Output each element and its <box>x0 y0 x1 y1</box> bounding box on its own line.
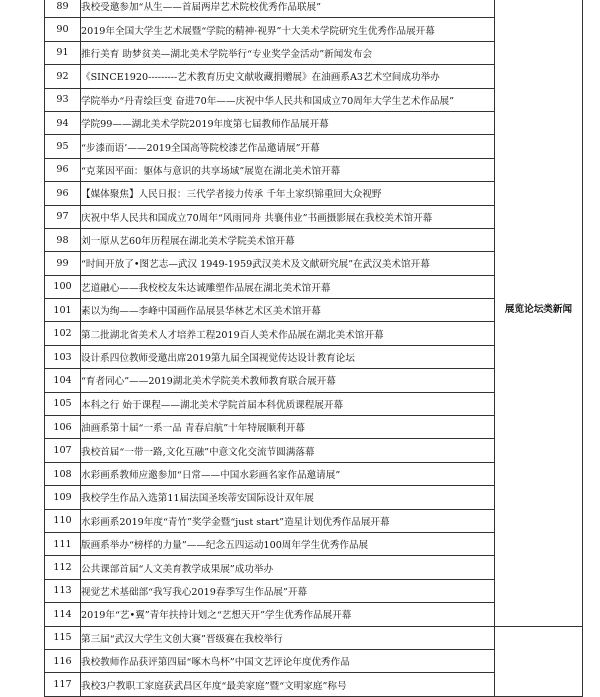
row-title: 公共课部首届“人文美育教学成果展”成功举办 <box>81 556 495 579</box>
row-number: 107 <box>45 439 81 462</box>
news-table <box>44 0 583 697</box>
row-title: 我校学生作品入选第11届法国圣埃蒂安国际设计双年展 <box>81 486 495 509</box>
category-cell-empty <box>495 626 583 696</box>
row-number: 108 <box>45 462 81 485</box>
row-title: 版画系举办“榜样的力量”——纪念五四运动100周年学生优秀作品展 <box>81 532 495 555</box>
row-number: 96 <box>45 182 81 205</box>
row-number: 113 <box>45 579 81 602</box>
news-table-body <box>45 0 583 696</box>
row-number: 112 <box>45 556 81 579</box>
table-row <box>45 0 583 18</box>
row-number: 99 <box>45 252 81 275</box>
row-title: 学院举办“丹青绘巨变 奋进70年——庆祝中华人民共和国成立70周年大学生艺术作品展” <box>81 88 495 111</box>
row-title: 2019年“艺•翼”青年扶持计划之“艺想天开”学生优秀作品展开幕 <box>81 603 495 626</box>
row-title: 油画系第十届“一系一品 青春启航”十年特展顺利开幕 <box>81 416 495 439</box>
row-number: 100 <box>45 275 81 298</box>
row-number: 96 <box>45 158 81 181</box>
row-number: 91 <box>45 41 81 64</box>
row-number: 98 <box>45 228 81 251</box>
row-number: 101 <box>45 299 81 322</box>
row-number: 115 <box>45 626 81 649</box>
row-title: 推行美育 助梦贫美—湖北美术学院举行“专业奖学金活动”新闻发布会 <box>81 41 495 64</box>
row-number: 116 <box>45 649 81 672</box>
row-title: “育者同心”——2019湖北美术学院美术教师教育联合展开幕 <box>81 369 495 392</box>
row-number: 93 <box>45 88 81 111</box>
row-number: 97 <box>45 205 81 228</box>
row-number: 114 <box>45 603 81 626</box>
category-cell: 展览论坛类新闻 <box>495 0 583 626</box>
row-title: 我校首届“一带一路,文化互融”中意文化交流节圆满落幕 <box>81 439 495 462</box>
row-title: 刘一原从艺60年历程展在湖北美术学院美术馆开幕 <box>81 228 495 251</box>
row-title: 2019年全国大学生艺术展暨“学院的精神·视界”十大美术学院研究生优秀作品展开幕 <box>81 18 495 41</box>
row-title: 本科之行 始于课程——湖北美术学院首届本科优质课程展开幕 <box>81 392 495 415</box>
row-title: 第三届“武汉大学生文创大赛”晋级赛在我校举行 <box>81 626 495 649</box>
row-number: 106 <box>45 416 81 439</box>
row-number: 104 <box>45 369 81 392</box>
row-title: 设计系四位教师受邀出席2019第九届全国视觉传达设计教育论坛 <box>81 345 495 368</box>
row-title: 学院99——湖北美术学院2019年度第七届教师作品展开幕 <box>81 111 495 134</box>
row-title: 水彩画系2019年度“青竹”奖学金暨“just start”造星计划优秀作品展开幕 <box>81 509 495 532</box>
row-title: 《SINCE1920---------艺术教育历史文献收藏捐赠展》在油画系A3艺术空间成功举办 <box>81 65 495 88</box>
row-number: 103 <box>45 345 81 368</box>
row-number: 102 <box>45 322 81 345</box>
row-number: 94 <box>45 111 81 134</box>
row-title: “步漆而语’——2019全国高等院校漆艺作品邀请展”开幕 <box>81 135 495 158</box>
row-number: 117 <box>45 673 81 696</box>
row-number: 89 <box>45 0 81 18</box>
row-number: 92 <box>45 65 81 88</box>
row-title: 我校教师作品获评第四届“啄木鸟杯”中国文艺评论年度优秀作品 <box>81 649 495 672</box>
row-title: 视觉艺术基础部“我写我心2019春季写生作品展”开幕 <box>81 579 495 602</box>
row-title: 我校3户教职工家庭获武昌区年度“最美家庭”暨“文明家庭”称号 <box>81 673 495 696</box>
row-number: 109 <box>45 486 81 509</box>
row-title: 庆祝中华人民共和国成立70周年“风雨同舟 共襄伟业”书画摄影展在我校美术馆开幕 <box>81 205 495 228</box>
row-title: 第二批湖北省美术人才培养工程2019百人美术作品展在湖北美术馆开幕 <box>81 322 495 345</box>
row-title: 素以为绚——李峰中国画作品展昙华林艺术区美术馆开幕 <box>81 299 495 322</box>
row-number: 105 <box>45 392 81 415</box>
row-number: 111 <box>45 532 81 555</box>
row-title: 艺道融心——我校校友朱达诚雕塑作品展在湖北美术馆开幕 <box>81 275 495 298</box>
table-row <box>45 626 583 649</box>
row-number: 90 <box>45 18 81 41</box>
row-number: 95 <box>45 135 81 158</box>
row-title: 水彩画系教师应邀参加“日常——中国水彩画名家作品邀请展” <box>81 462 495 485</box>
row-title: 【媒体聚焦】人民日报：三代学者接力传承 千年土家织锦重回大众视野 <box>81 182 495 205</box>
row-number: 110 <box>45 509 81 532</box>
row-title: “克莱因平面：躯体与意识的共享场域”展览在湖北美术馆开幕 <box>81 158 495 181</box>
row-title: 我校受邀参加“从生——首届两岸艺术院校优秀作品联展” <box>81 0 495 18</box>
row-title: “时间开放了•图艺志—武汉 1949-1959武汉美术及文献研究展”在武汉美术馆开幕 <box>81 252 495 275</box>
